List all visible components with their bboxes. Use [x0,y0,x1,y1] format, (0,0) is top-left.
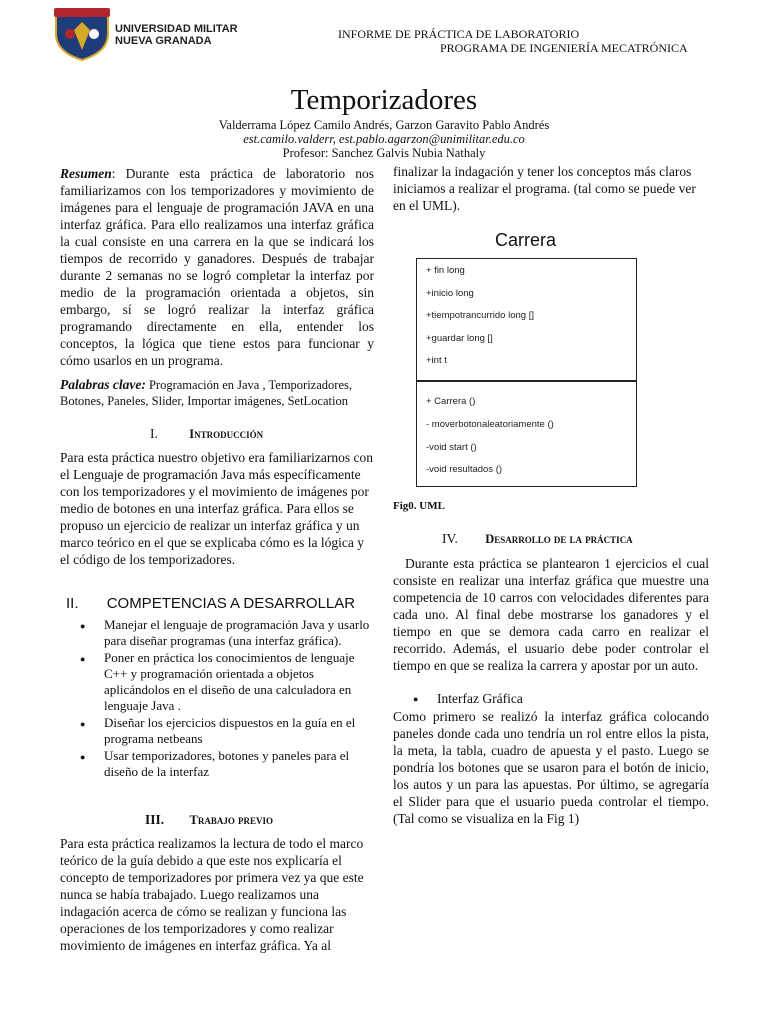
list-item: ● Poner en práctica los conocimientos de lenguaje C++ y programación orientada a objetos aplicándolos en el diseño de una calculadora en lenguaje Java . [104,650,374,714]
list-item: ● Diseñar los ejercicios dispuestos en la guía en el programa netbeans [104,715,374,747]
program-name: PROGRAMA DE INGENIERÍA MECATRÓNICA [440,41,688,55]
section4-title: Desarrollo de la práctica [485,532,633,546]
uml-divider [417,380,636,382]
section1-title: Introducción [189,427,264,441]
list-item: ● Usar temporizadores, botones y paneles para el diseño de la interfaz [104,748,374,780]
section3-text: Para esta práctica realizamos la lectura de todo el marco teórico de la guía debido a que este nos explicaría el concepto de temporizadores por primera vez ya que este nunca se había trabajado. Luego realizamos una indagación acerca de cómo se realizan y funciona las operaciones de los temporizadores y como realizar movimiento de imágenes en interfaz gráfica. Ya al [60,836,364,953]
section3-title: Trabajo previo [189,813,273,827]
crest-icon [50,4,114,62]
keywords [60,377,374,409]
section4-text: Durante esta práctica se plantearon 1 ejercicios el cual consiste en realizar una interfaz gráfica que muestre una competencia de 10 carros con velocidades diferentes para cada uno. Al final debe mostrarse los ganadores y el tiempo en que se demora cada carro en realizar el recorrido. Además, el usuario debe poder controlar el tiempo en que se realiza la carrera y apostar por un auto. [393,556,709,673]
author-block [0,118,768,160]
abstract-text: : Durante esta práctica de laboratorio nos familiarizamos con los temporizadores y movimiento de imágenes para el lenguaje de programación JAVA en una interfaz gráfica. Para ello realizamos una interfaz gráfica la cual consiste en una carrera en la que se indicará los tiempos de recorrido y ganadores. Después de trabajar durante 2 semanas no se logró completar la interfaz por medio de la programación orientada a objetos, sin embargo, sí se logró realizar la interfaz gráfica programando directamente en ella, entender los conceptos, la lógica que tiene estos para funcionar y cómo usarlos en un programa. [60,166,374,368]
professor: Profesor: Sanchez Galvis Nubia Nathaly [282,146,486,160]
uml-caption: Fig0. UML [393,500,445,512]
uml-diagram [416,258,637,487]
section3-number: III. [145,812,165,827]
emails: est.camilo.valderr, est.pablo.agarzon@unimilitar.edu.co [243,132,525,146]
uml-class-name: Carrera [494,230,556,250]
abstract [60,165,374,369]
university-line2: NUEVA GRANADA [115,35,212,47]
section1-text: Para esta práctica nuestro objetivo era familiarizarnos con el Lenguaje de programación Java más específicamente con los temporizadores y el movimiento de imágenes por medio de botones en una interfaz gráfica. Para ellos se propuso un ejercicio de realizar un interfaz gráfica y un marco teórico en el que se explicaba cómo es la lógica y el código de los temporizadores. [60,450,373,567]
report-title: INFORME DE PRÁCTICA DE LABORATORIO [338,27,580,41]
list-item: ● Manejar el lenguaje de programación Java y usarlo para diseñar programas (una interfaz gráfica). [104,617,374,649]
keywords-text: Programación en Java , Temporizadores, Botones, Paneles, Slider, Importar imágenes, SetLocation [60,378,352,408]
uml-attribute: +guardar long [] [426,333,493,344]
keywords-label: Palabras clave: [60,377,146,392]
section4-list [437,690,707,707]
section2-heading [66,595,355,612]
uml-attribute: +inicio long [426,288,474,299]
section1-number: I. [150,426,158,441]
list-item: ● Interfaz Gráfica [437,690,707,707]
uml-method: -void resultados () [426,464,503,475]
paper-title: Temporizadores [290,84,478,116]
competencies-list [104,617,374,780]
uml-method: -void start () [426,442,477,453]
section1-heading [150,426,263,442]
section3-heading [145,812,273,828]
university-name [115,23,238,47]
section3-continuation: finalizar la indagación y tener los conceptos más claros iniciamos a realizar el programa. (tal como se puede ver en el UML). [393,164,696,213]
section4-heading [442,531,633,547]
authors: Valderrama López Camilo Andrés, Garzon Garavito Pablo Andrés [218,118,550,132]
section2-number: II. [66,595,79,612]
section2-title: COMPETENCIAS A DESARROLLAR [106,595,356,612]
university-line1: UNIVERSIDAD MILITAR [115,23,238,35]
section4-number: IV. [442,531,458,546]
uml-attribute: +tiempotrancurrido long [] [426,310,534,321]
uml-method: + Carrera () [426,396,476,407]
uml-attribute: +int t [426,355,447,366]
uml-attribute: + fin long [426,265,465,276]
section4-text2: Como primero se realizó la interfaz gráfica colocando paneles donde cada uno tendría un rol entre ellos la pista, la meta, la tabla, cuadro de apuesta y el pasto. Luego se pondría los botones que se usaron para el botón de inicio, los autos y un para las apuestas. Por último, se agregaría el Slider para que el usuario pueda controlar el tiempo. (Tal como se visualiza en la Fig 1) [393,709,709,826]
uml-method: - moverbotonaleatoriamente () [426,419,554,430]
abstract-label: Resumen [60,166,112,181]
